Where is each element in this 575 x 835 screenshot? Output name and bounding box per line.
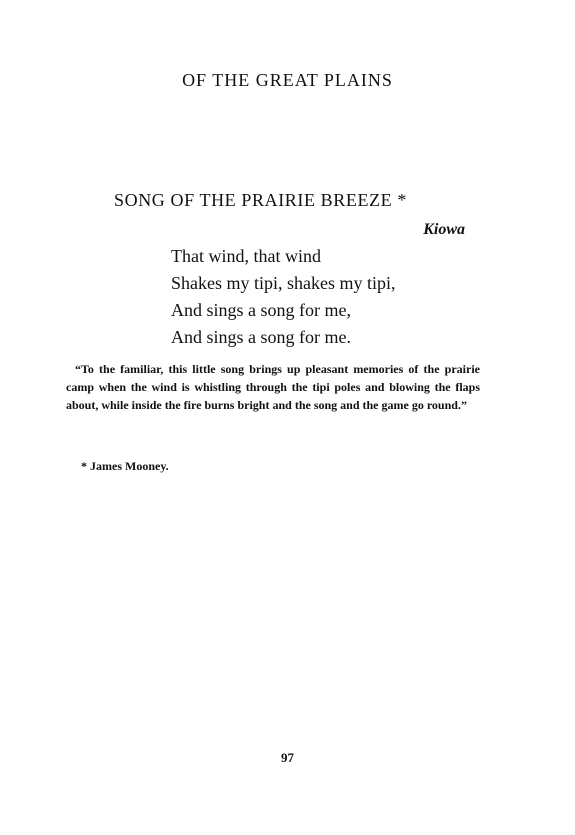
poem-line: And sings a song for me, <box>171 300 351 320</box>
page-number: 97 <box>281 750 294 765</box>
poem-line: Shakes my tipi, shakes my tipi, <box>171 273 396 293</box>
footnote-source: * James Mooney. <box>81 459 169 473</box>
tribe-attribution: Kiowa <box>423 221 465 238</box>
commentary-note: “To the familiar, this little song brings up pleasant memories of the prairie camp when the wind is whistling through the tipi poles and blowing the flaps about, while inside the fire burns bright and the song and the game go round.” <box>66 362 480 412</box>
song-title: SONG OF THE PRAIRIE BREEZE * <box>114 190 407 210</box>
poem-stanza <box>171 243 396 351</box>
poem-line: That wind, that wind <box>171 246 321 266</box>
poem-line: And sings a song for me. <box>171 327 351 347</box>
running-head: OF THE GREAT PLAINS <box>182 70 393 90</box>
